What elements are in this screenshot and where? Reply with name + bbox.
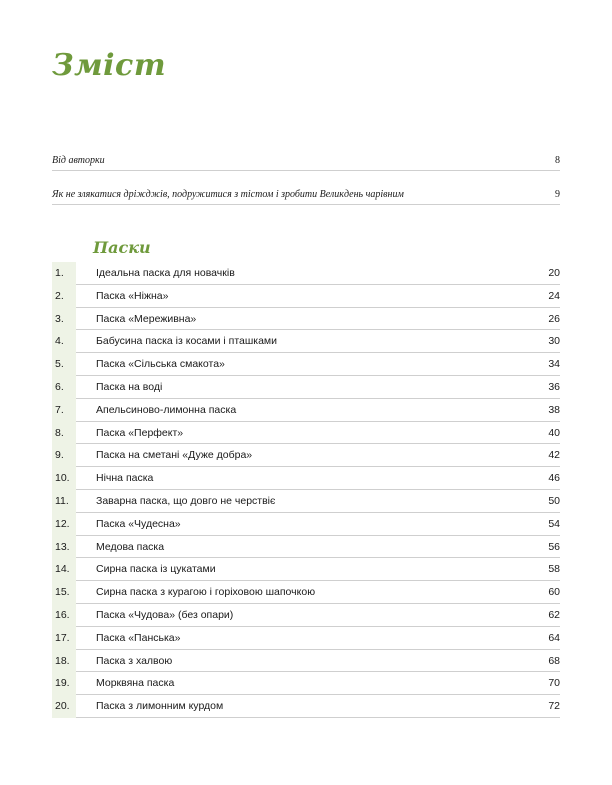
toc-row-number: 15. <box>52 581 76 604</box>
section-title: Паски <box>93 238 151 257</box>
toc-entry-title: Як не злякатися дріжджів, подружитися з тістом і зробити Великдень чарівним <box>52 189 404 200</box>
toc-row-number: 14. <box>52 558 76 581</box>
toc-row-number: 11. <box>52 490 76 513</box>
toc-row[interactable] <box>52 353 560 376</box>
toc-entry-page: 8 <box>555 155 560 166</box>
toc-row-number: 7. <box>52 399 76 422</box>
toc-row[interactable] <box>52 444 560 467</box>
toc-row[interactable] <box>52 650 560 673</box>
toc-row-page: 70 <box>548 677 560 690</box>
toc-entry-title: Від авторки <box>52 155 105 166</box>
toc-row[interactable] <box>52 490 560 513</box>
toc-row-number: 6. <box>52 376 76 399</box>
toc-list <box>52 262 560 718</box>
toc-entry-page: 9 <box>555 189 560 200</box>
toc-intro-row[interactable] <box>52 182 560 205</box>
toc-row[interactable] <box>52 308 560 331</box>
toc-row[interactable] <box>52 330 560 353</box>
toc-row-page: 20 <box>548 267 560 279</box>
toc-row-page: 24 <box>548 289 560 302</box>
toc-row-number: 4. <box>52 330 76 353</box>
toc-row-number: 20. <box>52 695 76 718</box>
toc-row[interactable] <box>52 262 560 285</box>
page-title: Зміст <box>52 48 167 83</box>
toc-row-title: Морквяна паска <box>96 677 175 690</box>
toc-row-title: Заварна паска, що довго не черствіє <box>96 494 276 507</box>
toc-row-page: 72 <box>548 700 560 713</box>
toc-row-number: 19. <box>52 672 76 695</box>
toc-row-title: Паска «Панська» <box>96 631 181 644</box>
toc-row-title: Паска з лимонним курдом <box>96 700 224 713</box>
toc-row-number: 5. <box>52 353 76 376</box>
toc-row-title: Паска «Сільська смакота» <box>96 358 225 371</box>
toc-row[interactable] <box>52 604 560 627</box>
toc-row-page: 62 <box>548 608 560 621</box>
toc-row-page: 42 <box>548 449 560 462</box>
toc-row[interactable] <box>52 536 560 559</box>
toc-row-number: 17. <box>52 627 76 650</box>
toc-row-number: 9. <box>52 444 76 467</box>
toc-row[interactable] <box>52 467 560 490</box>
toc-row[interactable] <box>52 627 560 650</box>
toc-row-number: 16. <box>52 604 76 627</box>
toc-row-number: 13. <box>52 536 76 559</box>
toc-row-title: Сирна паска із цукатами <box>96 563 216 576</box>
toc-intro-row[interactable] <box>52 148 560 171</box>
toc-row-page: 50 <box>548 494 560 507</box>
toc-row-page: 30 <box>548 335 560 348</box>
toc-row-page: 40 <box>548 426 560 439</box>
toc-row-title: Паска «Чудесна» <box>96 517 181 530</box>
toc-row-number: 2. <box>52 285 76 308</box>
toc-row[interactable] <box>52 285 560 308</box>
toc-row-title: Паска з халвою <box>96 654 173 667</box>
toc-row-page: 26 <box>548 312 560 325</box>
toc-row[interactable] <box>52 513 560 536</box>
toc-row-page: 36 <box>548 380 560 393</box>
toc-row-title: Паска «Ніжна» <box>96 289 169 302</box>
toc-row-title: Паска «Перфект» <box>96 426 184 439</box>
toc-row-title: Паска «Чудова» (без опари) <box>96 608 234 621</box>
toc-row-number: 10. <box>52 467 76 490</box>
toc-row-page: 38 <box>548 403 560 416</box>
toc-row-page: 56 <box>548 540 560 553</box>
toc-row-page: 64 <box>548 631 560 644</box>
toc-row-title: Ідеальна паска для новачків <box>96 267 235 279</box>
toc-row-title: Сирна паска з курагою і горіховою шапочкою <box>96 586 316 599</box>
toc-row-page: 54 <box>548 517 560 530</box>
toc-row-title: Нічна паска <box>96 472 154 485</box>
toc-row-title: Бабусина паска із косами і пташками <box>96 335 278 348</box>
toc-row-page: 60 <box>548 586 560 599</box>
toc-row[interactable] <box>52 581 560 604</box>
toc-row-number: 3. <box>52 308 76 331</box>
toc-row[interactable] <box>52 672 560 695</box>
toc-row-title: Апельсиново-лимонна паска <box>96 403 237 416</box>
toc-row-page: 46 <box>548 472 560 485</box>
toc-row-number: 8. <box>52 422 76 445</box>
toc-row-number: 1. <box>52 262 76 285</box>
toc-row-number: 12. <box>52 513 76 536</box>
toc-row-page: 58 <box>548 563 560 576</box>
toc-row-page: 34 <box>548 358 560 371</box>
toc-row[interactable] <box>52 695 560 718</box>
toc-row[interactable] <box>52 422 560 445</box>
toc-row-title: Медова паска <box>96 540 165 553</box>
toc-row[interactable] <box>52 376 560 399</box>
toc-row-title: Паска на воді <box>96 380 163 393</box>
toc-row-title: Паска на сметані «Дуже добра» <box>96 449 253 462</box>
toc-row-page: 68 <box>548 654 560 667</box>
toc-row-number: 18. <box>52 650 76 673</box>
toc-row[interactable] <box>52 558 560 581</box>
toc-row[interactable] <box>52 399 560 422</box>
toc-row-title: Паска «Мереживна» <box>96 312 197 325</box>
